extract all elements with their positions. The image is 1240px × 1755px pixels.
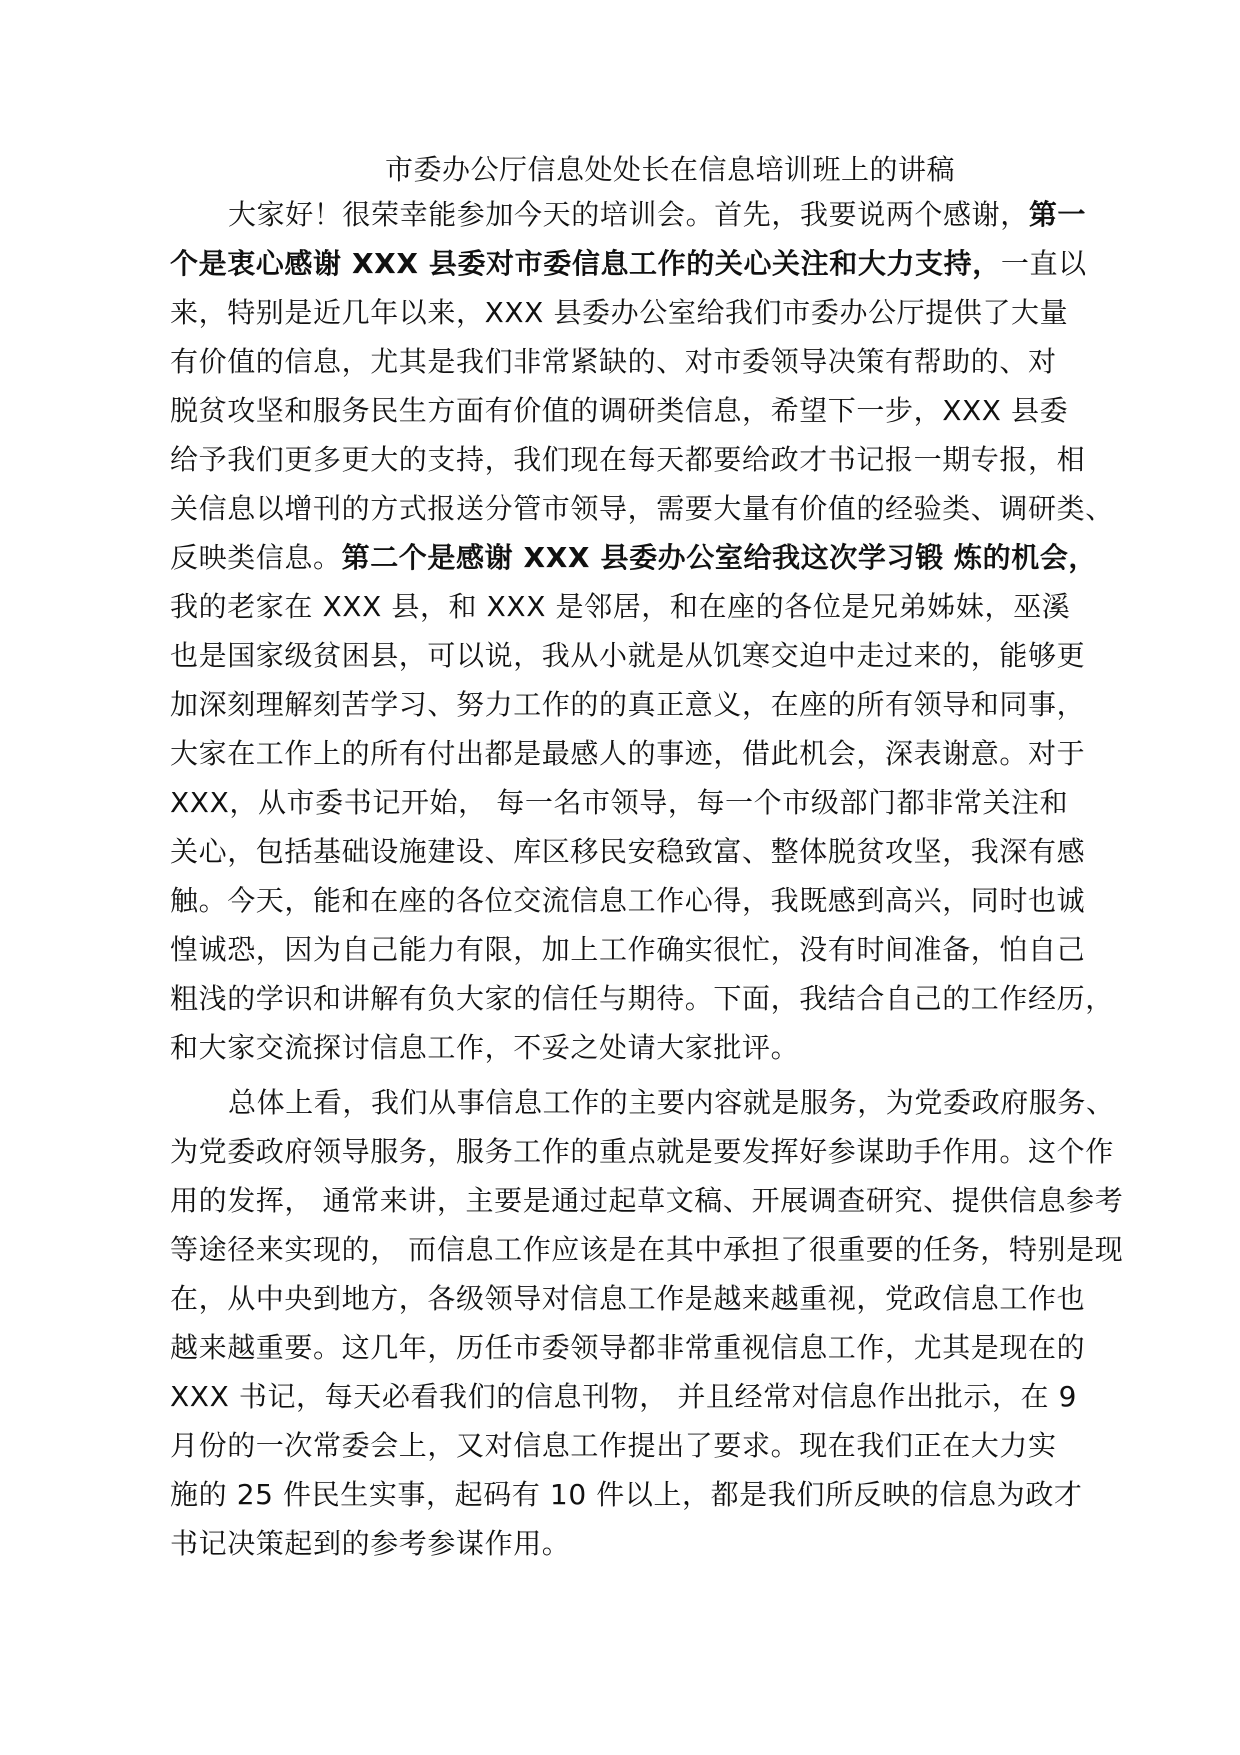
document-body — [170, 190, 1124, 1568]
text-segment: 关信息以增刊的方式报送分管市领导，需要大量有价值的经验类、调研类、 — [170, 492, 1114, 525]
text-line — [170, 925, 1100, 974]
text-segment: 来，特别是近几年以来，XXX 县委办公室给我们市委办公厅提供了大量 — [170, 296, 1069, 329]
text-segment: XXX，从市委书记开始， 每一名市领导，每一个市级部门都非常关注和 — [170, 786, 1069, 819]
text-segment: 加深刻理解刻苦学习、努力工作的的真正意义，在座的所有领导和同事， — [170, 688, 1086, 721]
text-line — [170, 680, 1100, 729]
bold-text-segment: 第二个是感谢 XXX 县委办公室给我这次学习锻 炼的机会， — [341, 541, 1098, 574]
text-segment: 为党委政府领导服务，服务工作的重点就是要发挥好参谋助手作用。这个作 — [170, 1135, 1114, 1168]
text-segment: 脱贫攻坚和服务民生方面有价值的调研类信息，希望下一步，XXX 县委 — [170, 394, 1069, 427]
paragraph — [170, 190, 1114, 1072]
text-line — [170, 778, 1100, 827]
text-line — [170, 239, 1100, 288]
text-segment: 用的发挥， 通常来讲，主要是通过起草文稿、开展调查研究、提供信息参考 — [170, 1184, 1124, 1217]
text-segment: 惶诚恐，因为自己能力有限，加上工作确实很忙，没有时间准备，怕自己 — [170, 933, 1086, 966]
text-segment: 我的老家在 XXX 县，和 XXX 是邻居，和在座的各位是兄弟姊妹，巫溪 — [170, 590, 1071, 623]
text-line — [170, 1127, 1114, 1176]
text-segment: 书记决策起到的参考参谋作用。 — [170, 1527, 571, 1560]
text-line — [170, 1372, 1100, 1421]
text-segment: 一直以 — [1000, 247, 1087, 280]
text-segment: 在，从中央到地方，各级领导对信息工作是越来越重视，党政信息工作也 — [170, 1282, 1086, 1315]
text-segment: XXX 书记，每天必看我们的信息刊物， 并且经常对信息作出批示，在 9 — [170, 1380, 1078, 1413]
text-line — [170, 288, 1100, 337]
bold-text-segment: 第一 — [1028, 198, 1087, 231]
text-segment: 反映类信息。 — [170, 541, 342, 574]
text-line — [170, 1023, 1100, 1072]
text-line — [170, 337, 1100, 386]
text-segment: 施的 25 件民生实事，起码有 10 件以上，都是我们所反映的信息为政才 — [170, 1478, 1083, 1511]
text-segment: 有价值的信息，尤其是我们非常紧缺的、对市委领导决策有帮助的、对 — [170, 345, 1057, 378]
text-segment: 等途径来实现的， 而信息工作应该是在其中承担了很重要的任务，特别是现 — [170, 1233, 1124, 1266]
text-segment: 越来越重要。这几年，历任市委领导都非常重视信息工作，尤其是现在的 — [170, 1331, 1086, 1364]
text-segment: 粗浅的学识和讲解有负大家的信任与期待。下面，我结合自己的工作经历， — [170, 982, 1114, 1015]
text-line — [170, 190, 1100, 239]
text-line — [170, 1274, 1100, 1323]
text-segment: 总体上看，我们从事信息工作的主要内容就是服务，为党委政府服务、 — [228, 1086, 1115, 1119]
text-line — [170, 729, 1100, 778]
text-line — [170, 1176, 1124, 1225]
text-line — [170, 1323, 1100, 1372]
text-line — [170, 827, 1100, 876]
text-segment: 触。今天，能和在座的各位交流信息工作心得，我既感到高兴，同时也诚 — [170, 884, 1086, 917]
text-line — [170, 582, 1100, 631]
text-line — [170, 533, 1100, 582]
text-line — [170, 876, 1100, 925]
paragraph — [170, 1078, 1124, 1568]
bold-text-segment: 个是衷心感谢 XXX 县委对市委信息工作的关心关注和大力支持， — [170, 247, 1001, 280]
text-line — [170, 1470, 1100, 1519]
text-line — [170, 435, 1100, 484]
text-segment: 大家在工作上的所有付出都是最感人的事迹，借此机会，深表谢意。对于 — [170, 737, 1086, 770]
document-title: 市委办公厅信息处处长在信息培训班上的讲稿 — [384, 153, 955, 186]
text-line — [170, 1519, 1100, 1568]
text-segment: 月份的一次常委会上，又对信息工作提出了要求。现在我们正在大力实 — [170, 1429, 1057, 1462]
text-line — [170, 1225, 1124, 1274]
text-segment: 和大家交流探讨信息工作，不妥之处请大家批评。 — [170, 1031, 800, 1064]
text-line — [170, 484, 1114, 533]
text-line — [170, 1078, 1115, 1127]
text-line — [170, 631, 1100, 680]
text-line — [170, 1421, 1100, 1470]
text-segment: 给予我们更多更大的支持，我们现在每天都要给政才书记报一期专报，相 — [170, 443, 1086, 476]
text-segment: 关心，包括基础设施建设、库区移民安稳致富、整体脱贫攻坚，我深有感 — [170, 835, 1086, 868]
text-line — [170, 386, 1100, 435]
text-segment: 大家好！很荣幸能参加今天的培训会。首先，我要说两个感谢， — [228, 198, 1029, 231]
text-line — [170, 974, 1114, 1023]
text-segment: 也是国家级贫困县，可以说，我从小就是从饥寒交迫中走过来的，能够更 — [170, 639, 1086, 672]
